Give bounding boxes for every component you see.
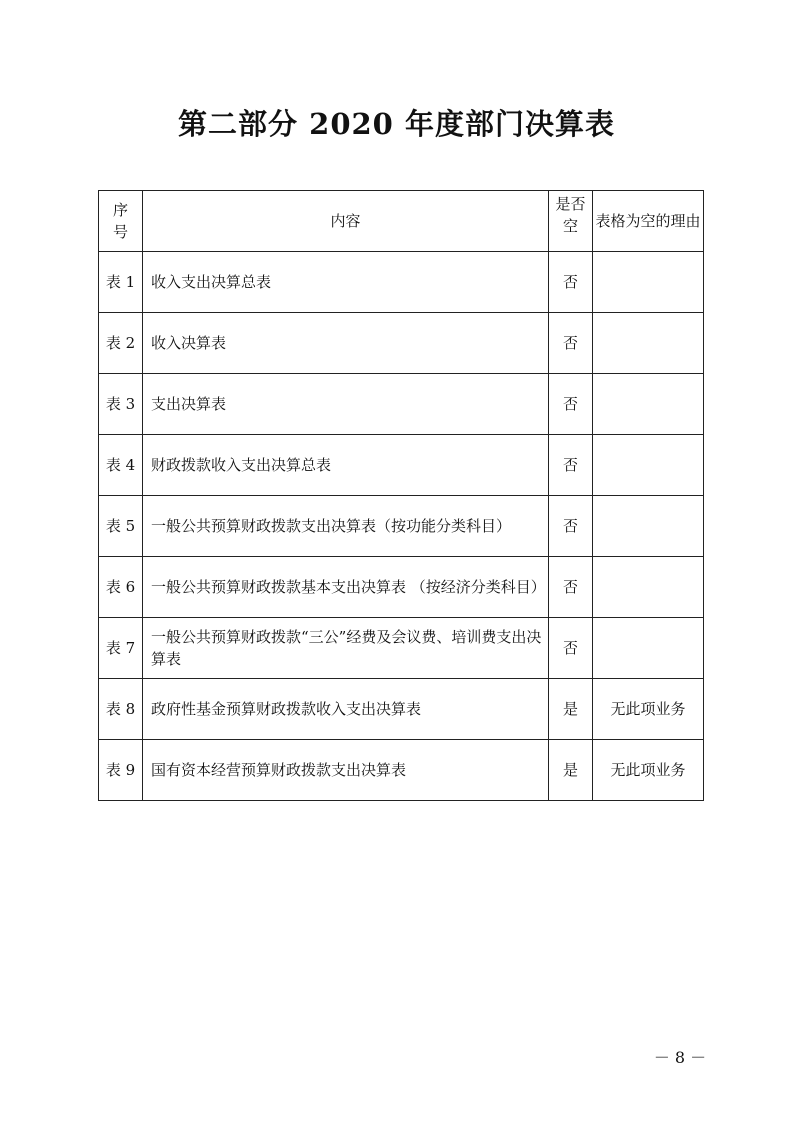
table-row: [99, 618, 704, 679]
row-content: 一般公共预算财政拨款支出决算表（按功能分类科目）: [143, 496, 549, 557]
table-header-row: [99, 191, 704, 252]
row-reason: [593, 435, 704, 496]
budget-tables-list: [98, 190, 704, 801]
row-is-empty: 否: [549, 252, 593, 313]
row-seq: 表 8: [99, 679, 143, 740]
header-is-empty: [549, 191, 593, 252]
row-seq: 表 5: [99, 496, 143, 557]
row-reason: [593, 252, 704, 313]
row-reason: 无此项业务: [593, 679, 704, 740]
table-row: [99, 313, 704, 374]
table-row: [99, 374, 704, 435]
row-is-empty: 否: [549, 435, 593, 496]
table-row: [99, 740, 704, 801]
row-seq: 表 1: [99, 252, 143, 313]
row-seq: 表 3: [99, 374, 143, 435]
row-is-empty: 否: [549, 618, 593, 679]
row-reason: [593, 313, 704, 374]
table-row: [99, 252, 704, 313]
row-is-empty: 否: [549, 557, 593, 618]
header-is-empty-label: 是否空: [555, 195, 586, 235]
row-is-empty: 否: [549, 496, 593, 557]
row-content: 收入支出决算总表: [143, 252, 549, 313]
row-reason: [593, 618, 704, 679]
header-seq: 序号: [99, 191, 143, 252]
row-reason: [593, 557, 704, 618]
row-is-empty: 否: [549, 374, 593, 435]
row-is-empty: 否: [549, 313, 593, 374]
row-content: 支出决算表: [143, 374, 549, 435]
row-is-empty: 是: [549, 679, 593, 740]
page-number: － 8 －: [653, 1048, 707, 1067]
row-reason: 无此项业务: [593, 740, 704, 801]
row-seq: 表 4: [99, 435, 143, 496]
table-row: [99, 679, 704, 740]
row-content: 一般公共预算财政拨款“三公”经费及会议费、培训费支出决算表: [143, 618, 549, 679]
row-content: 收入决算表: [143, 313, 549, 374]
row-content: 一般公共预算财政拨款基本支出决算表 （按经济分类科目）: [143, 557, 549, 618]
row-content: 政府性基金预算财政拨款收入支出决算表: [143, 679, 549, 740]
page-title: 第二部分 2020 年度部门决算表: [178, 107, 615, 141]
row-is-empty: 是: [549, 740, 593, 801]
row-content: 财政拨款收入支出决算总表: [143, 435, 549, 496]
table-row: [99, 557, 704, 618]
row-reason: [593, 374, 704, 435]
row-reason: [593, 496, 704, 557]
row-seq: 表 6: [99, 557, 143, 618]
table-row: [99, 496, 704, 557]
header-content: 内容: [143, 191, 549, 252]
row-seq: 表 7: [99, 618, 143, 679]
header-reason: 表格为空的理由: [593, 191, 704, 252]
table-row: [99, 435, 704, 496]
row-seq: 表 2: [99, 313, 143, 374]
row-seq: 表 9: [99, 740, 143, 801]
row-content: 国有资本经营预算财政拨款支出决算表: [143, 740, 549, 801]
